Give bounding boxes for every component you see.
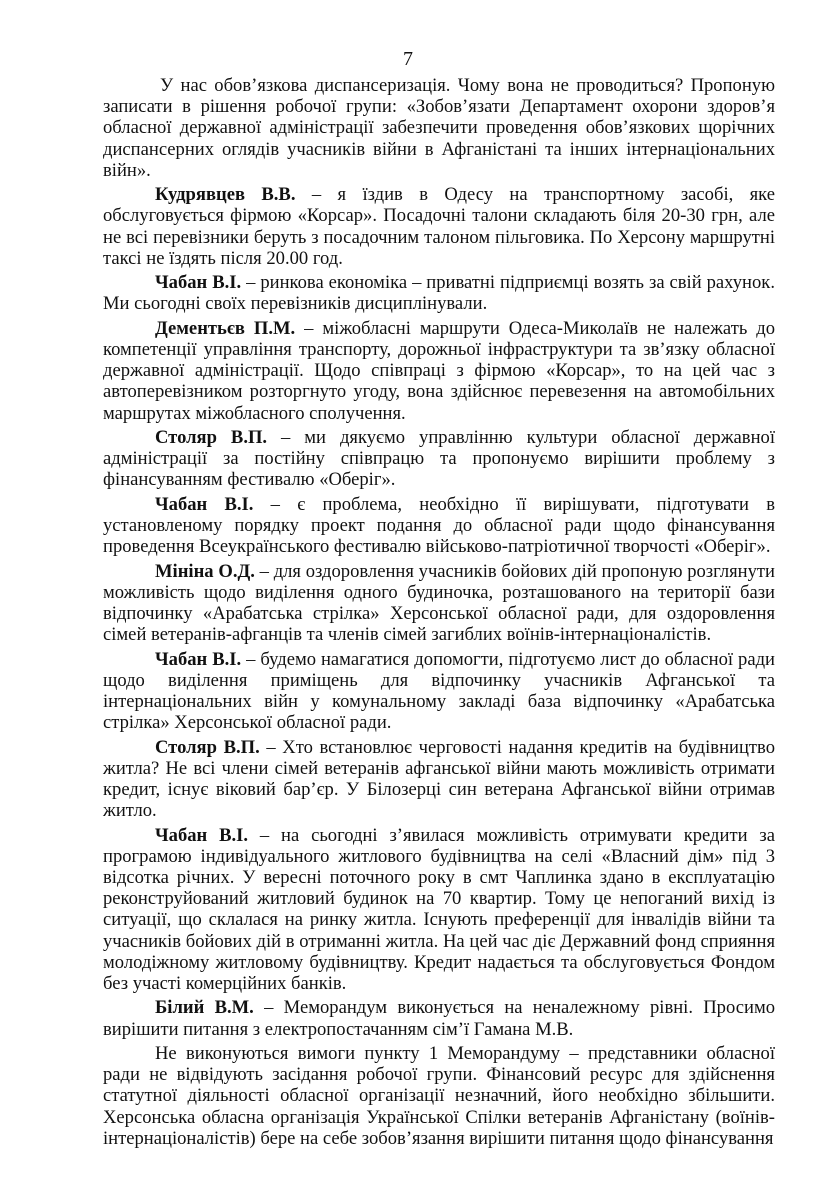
speaker-name: Столяр В.П. bbox=[155, 736, 260, 758]
paragraph bbox=[103, 649, 775, 734]
paragraph-text: – для оздоровлення учасників бойових дій пропоную розглянути можливість щодо виділення одного будиночка, розташованого на території бази відпочинку «Арабатська стрілка» Херсонської обласної ради, для оздоровлення сімей ветеранів-афганців та членів сімей загиблих воїнів-інтернаціоналістів. bbox=[103, 560, 775, 646]
paragraph bbox=[103, 318, 775, 424]
paragraph-text: – є проблема, необхідно її вирішувати, підготувати в установленому порядку проект подання до обласної ради щодо фінансування проведення Всеукраїнського фестивалю військово-патріотичної творчості «Оберіг». bbox=[103, 493, 775, 558]
speaker-name: Столяр В.П. bbox=[155, 427, 268, 448]
paragraph bbox=[103, 184, 775, 269]
paragraph bbox=[103, 561, 775, 646]
speaker-name: Кудрявцев В.В. bbox=[155, 184, 296, 206]
paragraph bbox=[103, 737, 775, 822]
paragraph-text: У нас обов’язкова диспансеризація. Чому вона не проводиться? Пропоную записати в рішення робочої групи: «Зобов’язати Департамент охорони здоров’я обласної державної адміністрації забезпечити проведення обов’язкових щорічних диспансерних оглядів учасників війни в Афганістані та інших інтернаціональних війн». bbox=[103, 75, 775, 181]
speaker-name: Чабан В.І. bbox=[155, 493, 254, 515]
paragraph-text: – на сьогодні з’явилася можливість отримувати кредити за програмою індивідуального житлового будівництва на селі «Власний дім» під 3 відсотка річних. У вересні поточного року в смт Чаплинка здано в експлуатацію реконструйований житловий будинок на 70 квартир. Тому це непоганий вихід із ситуації, що склалася на ринку житла. Існують преференції для інвалідів війни та учасників бойових дій в отриманні житла. На цей час діє Державний фонд сприяння молодіжному житловому будівництву. Кредит надається та обслуговується Фондом без участі комерційних банків. bbox=[103, 824, 775, 995]
paragraph-text: – ми дякуємо управлінню культури обласної державної адміністрації за постійну співпрацю та пропонуємо вирішити проблему з фінансуванням фестивалю «Оберіг». bbox=[103, 427, 776, 491]
paragraph-text: – я їздив в Одесу на транспортному засобі, яке обслуговується фірмою «Корсар». Посадочні талони складають біля 20-30 грн, але не всі перевізники беруть з посадочним талоном пільговика. По Херсону маршрутні таксі не їздять після 20.00 год. bbox=[103, 184, 776, 269]
paragraph-text: – ринкова економіка – приватні підприємці возять за свій рахунок. Ми сьогодні своїх перевізників дисциплінували. bbox=[103, 272, 775, 315]
speaker-name: Чабан В.І. bbox=[155, 648, 242, 670]
paragraph bbox=[103, 75, 775, 181]
speaker-name: Білий В.М. bbox=[155, 997, 254, 1019]
paragraph bbox=[103, 825, 775, 995]
paragraph bbox=[103, 494, 775, 558]
document-body bbox=[103, 75, 775, 1152]
speaker-name: Дементьєв П.М. bbox=[155, 317, 296, 339]
paragraph-text: – міжобласні маршрути Одеса-Миколаїв не належать до компетенції управління транспорту, дорожньої інфраструктури та зв’язку обласної державної адміністрації. Щодо співпраці з фірмою «Корсар», то на цей час з автоперевізником розторгнуто угоду, вона здійснює перевезення на автомобільних маршрутах міжобласного сполучення. bbox=[103, 317, 775, 424]
speaker-name: Чабан В.І. bbox=[155, 272, 242, 294]
paragraph-text: Не виконуються вимоги пункту 1 Меморандуму – представники обласної ради не відвідують засідання робочої групи. Фінансовий ресурс для здійснення статутної діяльності обласної організації незначний, його необхідно збільшити. Херсонська обласна організація Української Спілки ветеранів Афганістану (воїнів-інтернаціоналістів) бере на себе зобов’язання вирішити питання щодо фінансування bbox=[103, 1043, 775, 1149]
paragraph-text: – Хто встановлює черговості надання кредитів на будівництво житла? Не всі члени сімей ветеранів афганської війни мають можливість отримати кредит, існує віковий бар’єр. У Білозерці син ветерана Афганської війни отримав житло. bbox=[103, 736, 775, 822]
paragraph bbox=[103, 427, 775, 491]
paragraph bbox=[103, 1043, 775, 1149]
speaker-name: Чабан В.І. bbox=[155, 824, 249, 846]
paragraph bbox=[103, 997, 775, 1039]
paragraph-text: – Меморандум виконується на неналежному рівні. Просимо вирішити питання з електропостачанням сім’ї Гамана М.В. bbox=[103, 997, 776, 1040]
speaker-name: Мініна О.Д. bbox=[155, 560, 255, 582]
paragraph bbox=[103, 272, 775, 314]
page-number: 7 bbox=[403, 48, 413, 70]
paragraph-text: – будемо намагатися допомогти, підготуємо лист до обласної ради щодо виділення приміщень для відпочинку учасників Афганської та інтернаціональних війн у комунальному закладі база відпочинку «Арабатська стрілка» Херсонської обласної ради. bbox=[103, 648, 775, 734]
